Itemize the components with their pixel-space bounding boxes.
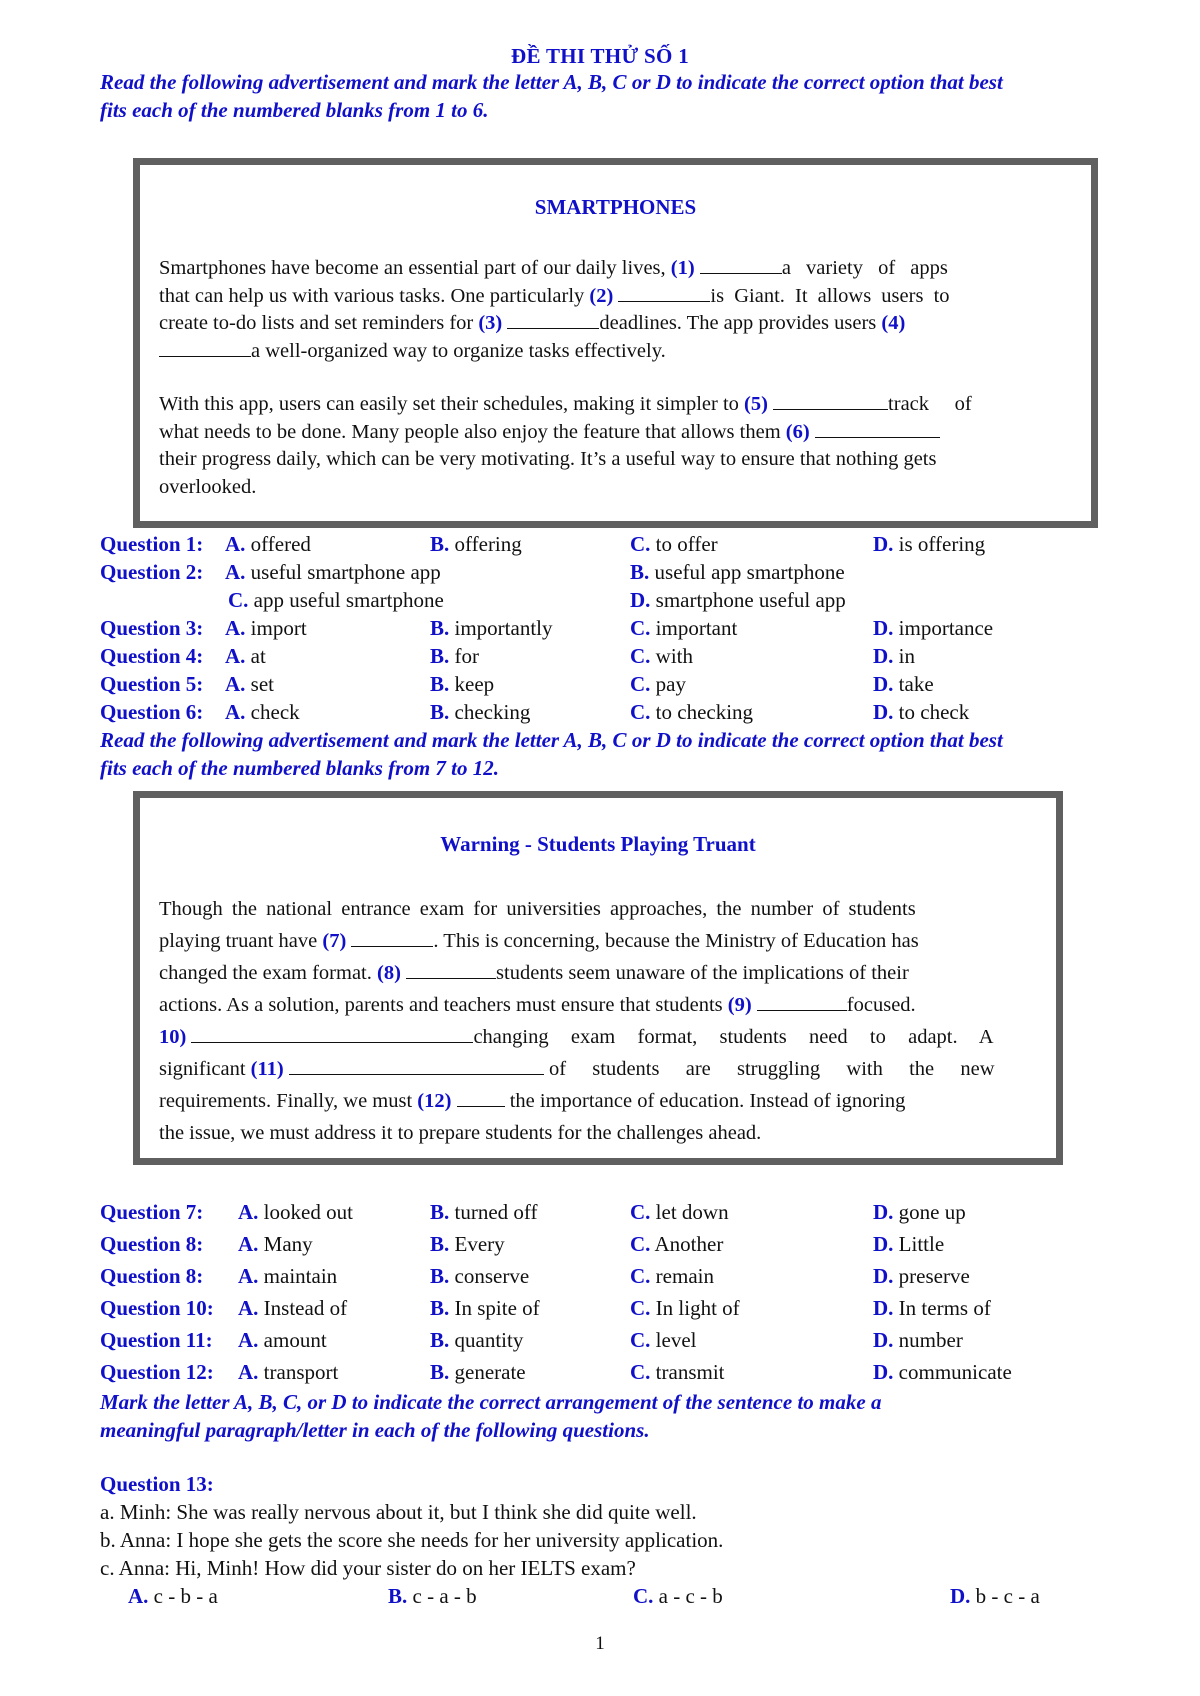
blank-number: (1) [670,257,695,279]
sentence-b: b. Anna: I hope she gets the score she needs for her university application. [100,1528,724,1552]
text: requirements. Finally, we must [159,1090,413,1112]
blank-number: (5) [744,393,768,415]
blank-9[interactable] [757,994,847,1011]
text: a variety of apps [781,257,948,279]
option-b[interactable]: B. importantly [430,616,553,640]
blank-number: (3) [478,312,503,334]
option-b[interactable]: B. checking [430,700,531,724]
text: With this app, users can easily set their schedules, making it simpler to [159,393,739,415]
blank-5[interactable] [773,393,888,410]
blank-number: (6) [785,420,810,443]
blank-number: 10) [159,1026,187,1048]
question-row [100,560,1100,588]
option-a[interactable]: A. looked out [238,1200,353,1224]
text: what needs to be done. Many people also enjoy the feature that allows them [159,420,781,443]
option-c[interactable]: C. with [630,644,694,668]
blank-6[interactable] [815,421,940,438]
instruction-line: Read the following advertisement and mark the letter A, B, C or D to indicate the correct option that best [100,70,1003,94]
blank-4[interactable] [159,340,251,357]
option-a[interactable]: A. check [225,700,300,724]
option-d[interactable]: D. In terms of [873,1296,991,1320]
passage-paragraph-2 [159,391,1079,501]
option-d[interactable]: D. smartphone useful app [630,588,846,612]
text: . This is concerning, because the Ministry of Education has [433,930,919,952]
option-b[interactable]: B. useful app smartphone [630,560,845,584]
question-label: Question 8: [100,1264,204,1288]
blank-2[interactable] [618,285,710,302]
option-c[interactable]: C. a - c - b [633,1584,723,1608]
option-c[interactable]: C. level [630,1328,697,1352]
question-label: Question 8: [100,1232,204,1256]
option-b[interactable]: B. for [430,644,480,668]
blank-number: (9) [727,994,752,1016]
question-label: Question 5: [100,672,204,696]
option-d[interactable]: D. to check [873,700,970,724]
text: deadlines. The app provides users [599,312,877,334]
question-label: Question 7: [100,1200,204,1224]
text: changed the exam format. [159,962,372,984]
question-row [100,700,1100,728]
section2-instruction [100,726,1160,782]
blank-number: (11) [250,1058,284,1080]
text: track of [888,393,972,415]
question-row [100,1264,1100,1292]
question-row [100,1200,1100,1228]
question-row [100,672,1100,700]
option-c[interactable]: C. Another [630,1232,724,1256]
blank-number: (2) [589,284,614,307]
option-c[interactable]: C. to offer [630,532,718,556]
blank-number: (8) [377,962,401,984]
question-label: Question 6: [100,700,204,724]
sentence-a: a. Minh: She was really nervous about it, but I think she did quite well. [100,1500,697,1524]
passage-title: SMARTPHONES [534,195,697,219]
question-label: Question 13: [100,1472,214,1496]
text: changing exam format, students need to adapt. A [473,1026,994,1048]
text: students seem unaware of the implications of their [496,962,909,984]
option-b[interactable]: B. c - a - b [388,1584,477,1608]
option-a[interactable]: A. maintain [238,1264,338,1288]
text: create to-do lists and set reminders for [159,312,474,334]
option-b[interactable]: B. In spite of [430,1296,540,1320]
text: significant [159,1058,246,1080]
option-b[interactable]: B. keep [430,672,495,696]
text: a well-organized way to organize tasks effectively. [251,339,666,362]
option-d[interactable]: D. b - c - a [950,1584,1040,1608]
option-a[interactable]: A. useful smartphone app [225,560,441,584]
question-13-options [100,1584,1100,1612]
option-a[interactable]: A. offered [225,532,311,556]
option-c[interactable]: C. to checking [630,700,754,724]
option-d[interactable]: D. preserve [873,1264,970,1288]
blank-3[interactable] [507,312,599,329]
instruction-line: fits each of the numbered blanks from 7 to 12. [100,756,500,780]
blank-1[interactable] [700,257,782,274]
blank-12[interactable] [457,1090,505,1107]
text: the issue, we must address it to prepare students for the challenges ahead. [159,1122,762,1144]
option-c[interactable]: C. remain [630,1264,714,1288]
page-number: 1 [595,1633,605,1654]
blank-number: (7) [322,930,347,952]
question-label: Question 10: [100,1296,214,1320]
passage-paragraph-1 [159,255,1079,365]
question-row [100,532,1100,560]
blank-7[interactable] [351,930,433,947]
text: the importance of education. Instead of ignoring [509,1090,906,1112]
blank-number: (4) [881,312,906,334]
option-b[interactable]: B. generate [430,1360,526,1384]
question-label: Question 1: [100,532,204,556]
instruction-line: Mark the letter A, B, C, or D to indicate the correct arrangement of the sentence to make a [100,1390,882,1414]
text: playing truant have [159,930,318,952]
text: is Giant. It allows users to [710,284,950,307]
option-a[interactable]: A. amount [238,1328,327,1352]
passage-box-smartphones [133,158,1098,528]
option-b[interactable]: B. conserve [430,1264,530,1288]
instruction-line: fits each of the numbered blanks from 1 to 6. [100,98,489,122]
option-a[interactable]: A. at [225,644,266,668]
option-a[interactable]: A. Many [238,1232,313,1256]
option-c[interactable]: C. let down [630,1200,729,1224]
option-d[interactable]: D. in [873,644,916,668]
question-row-continued [100,588,1100,616]
instruction-line: Read the following advertisement and mark the letter A, B, C or D to indicate the correct option that best [100,728,1003,752]
option-a[interactable]: A. import [225,616,307,640]
option-d[interactable]: D. communicate [873,1360,1012,1384]
option-d[interactable]: D. take [873,672,934,696]
question-label: Question 2: [100,560,204,584]
text: overlooked. [159,475,257,498]
passage-paragraph [159,893,1043,1149]
question-label: Question 11: [100,1328,213,1352]
blank-number: (12) [417,1090,452,1112]
question-row [100,644,1100,672]
option-a[interactable]: A. transport [238,1360,339,1384]
blank-8[interactable] [406,962,496,979]
question-row [100,1360,1100,1388]
option-d[interactable]: D. importance [873,616,994,640]
text: actions. As a solution, parents and teachers must ensure that students [159,994,723,1016]
instruction-line: meaningful paragraph/letter in each of the following questions. [100,1418,650,1442]
option-c[interactable]: C. In light of [630,1296,740,1320]
page-title: ĐỀ THI THỬ SỐ 1 [511,44,689,68]
question-label: Question 4: [100,644,204,668]
question-row [100,1296,1100,1324]
option-c[interactable]: C. app useful smartphone [228,588,444,612]
question-row [100,1232,1100,1260]
option-b[interactable]: B. Every [430,1232,505,1256]
option-b[interactable]: B. turned off [430,1200,538,1224]
text: their progress daily, which can be very motivating. It’s a useful way to ensure that nothing gets [159,448,937,470]
question-row [100,616,1100,644]
passage-title: Warning - Students Playing Truant [440,832,756,856]
option-a[interactable]: A. set [225,672,274,696]
question-label: Question 12: [100,1360,214,1384]
sentence-c: c. Anna: Hi, Minh! How did your sister do on her IELTS exam? [100,1556,636,1580]
option-b[interactable]: B. offering [430,532,522,556]
option-c[interactable]: C. pay [630,672,686,696]
blank-10[interactable] [191,1026,473,1043]
option-a[interactable]: A. Instead of [238,1296,348,1320]
option-c[interactable]: C. transmit [630,1360,725,1384]
option-c[interactable]: C. important [630,616,738,640]
option-d[interactable]: D. Little [873,1232,945,1256]
option-d[interactable]: D. gone up [873,1200,966,1224]
section1-instruction [100,68,1160,124]
text: focused. [846,994,916,1016]
passage-box-warning [133,791,1063,1165]
text: that can help us with various tasks. One particularly [159,284,585,307]
text: Smartphones have become an essential part of our daily lives, [159,257,666,279]
question-row [100,1328,1100,1356]
option-d[interactable]: D. is offering [873,532,986,556]
blank-11[interactable] [289,1058,544,1075]
option-a[interactable]: A. c - b - a [128,1584,218,1608]
option-d[interactable]: D. number [873,1328,963,1352]
text: Though the national entrance exam for universities approaches, the number of students [159,898,916,920]
option-b[interactable]: B. quantity [430,1328,524,1352]
text: of students are struggling with the new [548,1058,995,1080]
question-label: Question 3: [100,616,204,640]
section3-instruction [100,1388,1160,1444]
